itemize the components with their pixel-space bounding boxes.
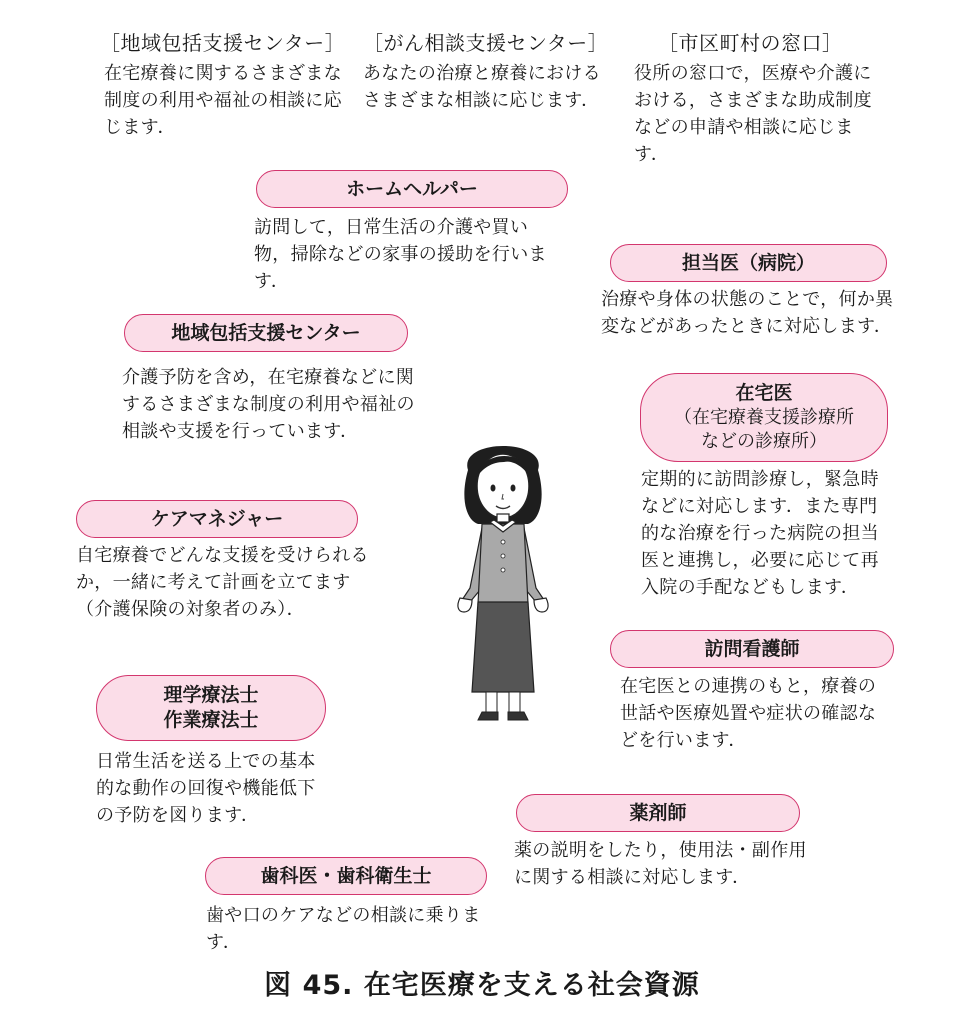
woman-illustration <box>448 428 558 728</box>
desc-community-center: 介護予防を含め，在宅療養などに関するさまざまな制度の利用や福祉の相談や支援を行っています． <box>122 367 415 442</box>
desc-community-center-top: 在宅療養に関するさまざまな制度の利用や福祉の相談に応じます． <box>104 63 342 138</box>
right-hand <box>534 598 548 612</box>
pill-attending-doctor: 担当医（病院） <box>610 244 887 282</box>
pill-home-helper: ホームヘルパー <box>256 170 568 208</box>
desc-dentist: 歯や口のケアなどの相談に乗ります． <box>206 905 481 953</box>
home-doctor-title: 在宅医 <box>735 382 793 404</box>
desc-visiting-nurse: 在宅医との連携のもと，療養の世話や医療処置や症状の確認などを行います． <box>620 676 877 751</box>
header-cancer-center: ［がん相談支援センター］ <box>363 31 609 55</box>
pill-dentist: 歯科医・歯科衛生士 <box>205 857 487 895</box>
pill-home-doctor <box>640 373 888 462</box>
skirt <box>472 602 534 692</box>
neck <box>497 514 509 522</box>
cardigan <box>478 524 528 604</box>
left-hand <box>458 598 472 612</box>
header-municipal-office: ［市区町村の窓口］ <box>658 31 843 55</box>
home-doctor-sub-1: （在宅療養支援診療所 <box>674 407 854 428</box>
left-eye <box>491 485 496 492</box>
left-shoe <box>478 712 498 720</box>
desc-home-helper: 訪問して，日常生活の介護や買い物，掃除などの家事の援助を行います． <box>254 217 547 292</box>
right-leg <box>509 692 520 712</box>
left-leg <box>486 692 497 712</box>
button <box>501 540 505 544</box>
desc-cancer-center: あなたの治療と療養におけるさまざまな相談に応じます． <box>363 63 601 111</box>
desc-municipal-office: 役所の窓口で，医療や介護における，さまざまな助成制度などの申請や相談に応じます． <box>634 63 872 165</box>
right-eye <box>511 485 516 492</box>
pill-therapist <box>96 675 326 741</box>
desc-home-doctor: 定期的に訪問診療し，緊急時などに対応します．また専門的な治療を行った病院の担当医と連携し，必要に応じて再入院の手配などもします． <box>641 469 879 598</box>
therapist-title-2: 作業療法士 <box>163 709 259 731</box>
desc-attending-doctor: 治療や身体の状態のことで，何か異変などがあったときに対応します． <box>601 289 894 337</box>
pill-community-center: 地域包括支援センター <box>124 314 408 352</box>
figure-caption: 図 45. 在宅医療を支える社会資源 <box>264 970 700 1001</box>
home-doctor-sub-2: などの診療所） <box>701 431 827 452</box>
desc-therapist: 日常生活を送る上での基本的な動作の回復や機能低下の予防を図ります． <box>96 751 316 826</box>
right-shoe <box>508 712 528 720</box>
header-community-center: ［地域包括支援センター］ <box>100 31 346 55</box>
therapist-title-1: 理学療法士 <box>163 684 259 706</box>
button <box>501 554 505 558</box>
pill-pharmacist: 薬剤師 <box>516 794 800 832</box>
pill-care-manager: ケアマネジャー <box>76 500 358 538</box>
pill-visiting-nurse: 訪問看護師 <box>610 630 894 668</box>
desc-pharmacist: 薬の説明をしたり，使用法・副作用に関する相談に対応します． <box>514 840 807 888</box>
button <box>501 568 505 572</box>
desc-care-manager: 自宅療養でどんな支援を受けられるか，一緒に考えて計画を立てます（介護保険の対象者のみ）． <box>76 545 369 620</box>
